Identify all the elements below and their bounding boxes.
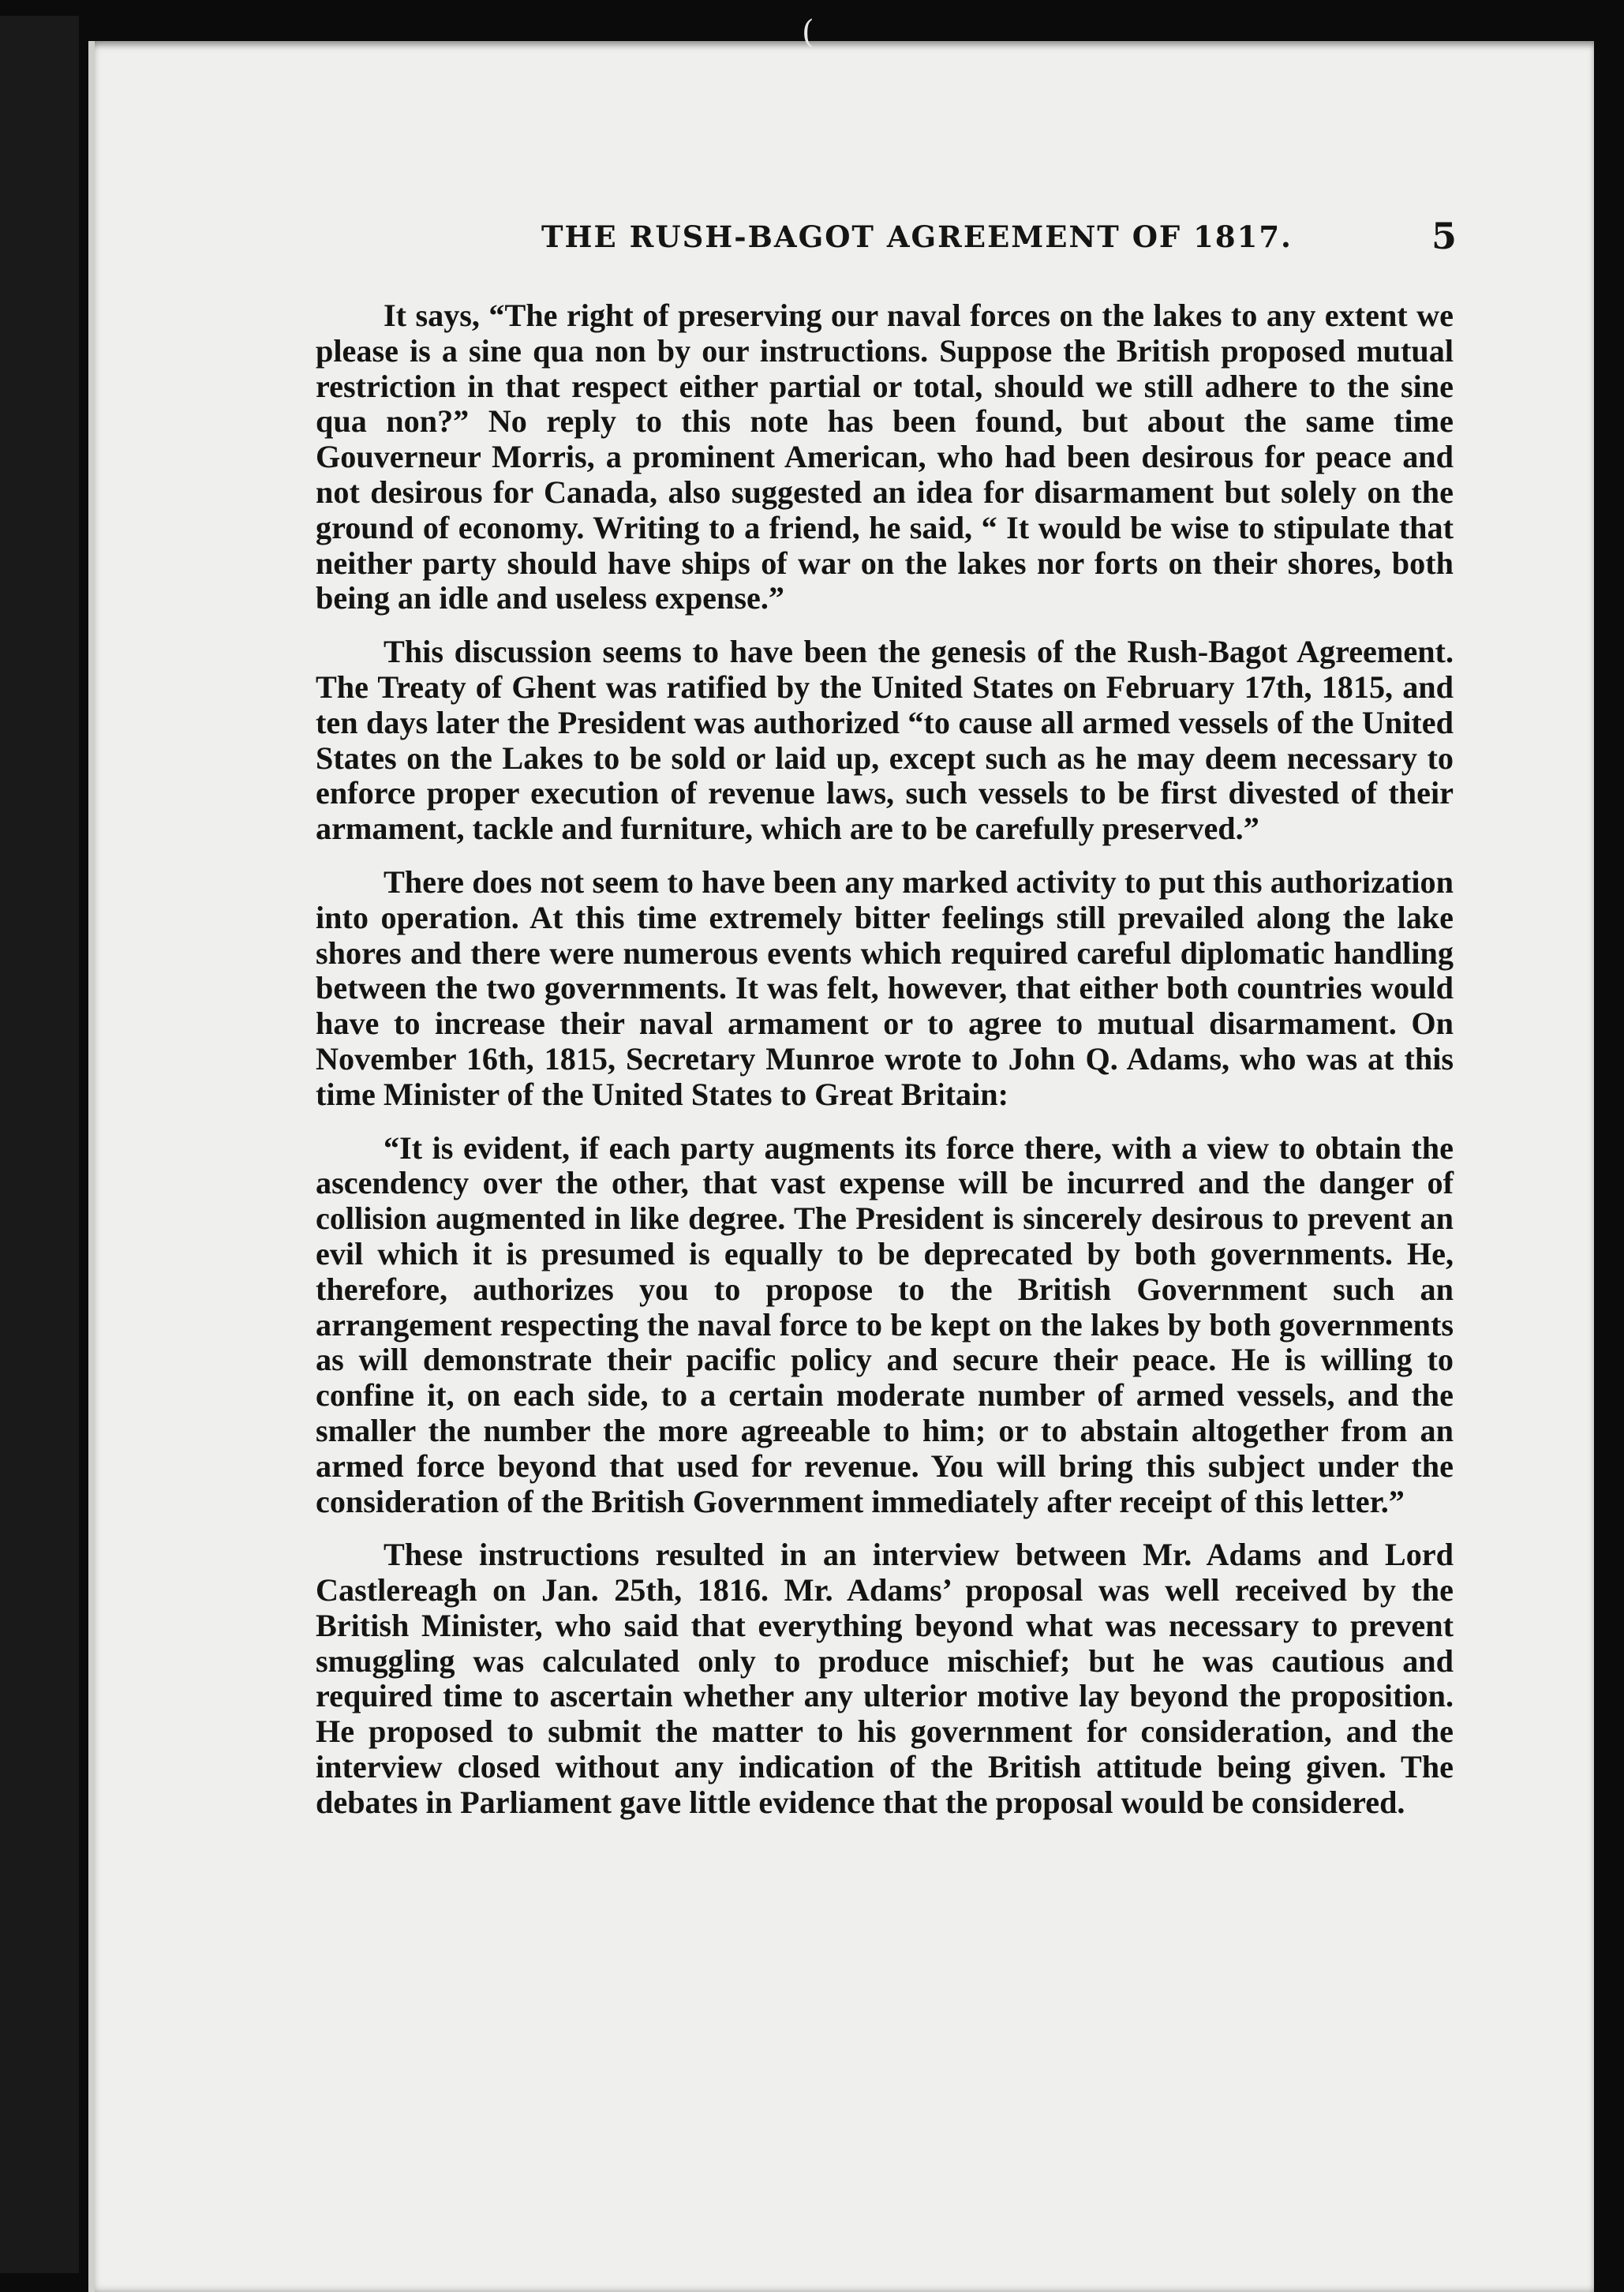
scan-mark: ( xyxy=(802,14,814,51)
paragraph-5: These instructions resulted in an interview between Mr. Adams and Lord Castlereagh on Jan. 25th, 1816. Mr. Adams’ proposal was well received by the British Minister, who said that everything beyond what was necessary to prevent smuggling was calculated only to produce mischief; but he was cautious and required time to ascertain whether any ulterior motive lay beyond the proposition. He proposed to submit the matter to his government for consideration, and the interview closed without any indication of the British attitude being given. The debates in Parliament gave little evidence that the proposal would be considered. xyxy=(316,1537,1454,1820)
paragraph-1: It says, “The right of preserving our naval forces on the lakes to any extent we please is a sine qua non by our instructions. Suppose the British proposed mutual restriction in that respect either partial or total, should we still adhere to the sine qua non?” No reply to this note has been found, but about the same time Gouverneur Morris, a prominent American, who had been desirous for peace and not desirous for Canada, also suggested an idea for disarmament but solely on the ground of economy. Writing to a friend, he said, “ It would be wise to stipulate that neither party should have ships of war on the lakes nor forts on their shores, both being an idle and useless expense.” xyxy=(316,298,1454,616)
quoted-letter: “It is evident, if each party augments its force there, with a view to obtain the ascendency over the other, that vast expense will be incurred and the danger of collision augmented in like degree. The President is sincerely desirous to prevent an evil which it is presumed is equally to be deprecated by both governments. He, therefore, authorizes you to propose to the British Government such an arrangement respecting the naval force to be kept on the lakes by both governments as will demonstrate their pacific policy and secure their peace. He is willing to confine it, on each side, to a certain moderate number of armed vessels, and the smaller the number the more agreeable to him; or to abstain altogether from an armed force beyond that used for revenue. You will bring this subject under the consideration of the British Government immediately after receipt of this letter.” xyxy=(316,1129,1454,1519)
running-title: THE RUSH-BAGOT AGREEMENT OF 1817. xyxy=(541,219,1293,254)
paragraph-3: There does not seem to have been any marked activity to put this authorization into operation. At this time extremely bitter feelings still prevailed along the lake shores and there were numerous events which required careful diplomatic handling between the two governments. It was felt, however, that either both countries would have to increase their naval armament or to agree to mutual disarmament. On November 16th, 1815, Secretary Munroe wrote to John Q. Adams, who was at this time Minister of the United States to Great Britain: xyxy=(316,863,1454,1112)
page-number: 5 xyxy=(1431,215,1459,257)
paragraph-2: This discussion seems to have been the genesis of the Rush-Bagot Agreement. The Treaty of Ghent was ratified by the United States on February 17th, 1815, and ten days later the President was authorized “to cause all armed vessels of the United States on the Lakes to be sold or laid up, except such as he may deem necessary to enforce proper execution of revenue laws, such vessels to be first divested of their armament, tackle and furniture, which are to be carefully preserved.” xyxy=(316,634,1454,847)
adjacent-page-edge xyxy=(0,16,79,2273)
body-text xyxy=(316,298,1454,1839)
page-binding-edge xyxy=(88,41,95,2292)
